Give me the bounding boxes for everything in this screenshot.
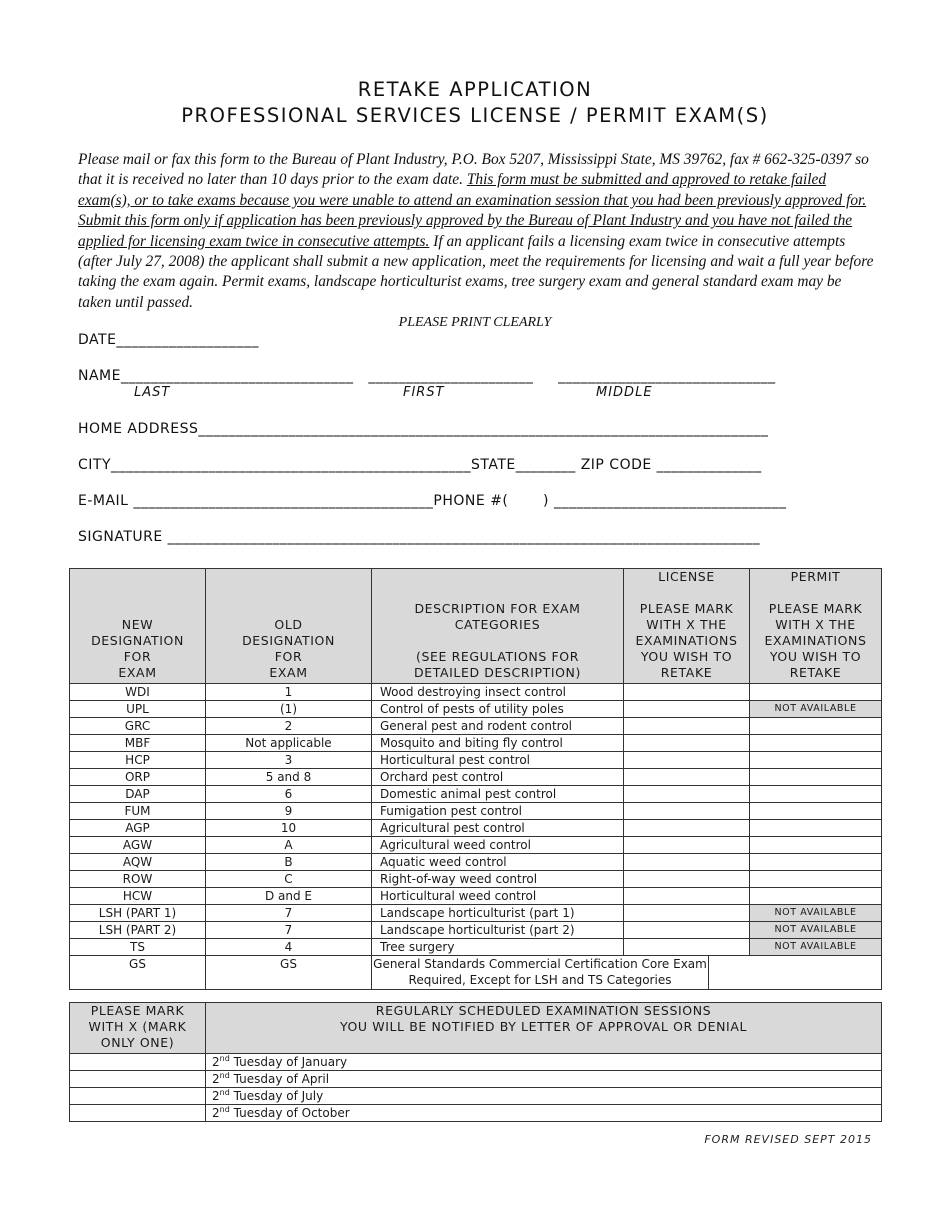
permit-not-available: NOT AVAILABLE [750,701,882,718]
license-mark-box[interactable] [624,939,750,956]
session-row [70,1105,882,1122]
permit-not-available: NOT AVAILABLE [750,905,882,922]
new-designation: FUM [70,803,206,820]
session-row [70,1088,882,1105]
permit-mark-box[interactable] [750,718,882,735]
gs-mark-box[interactable] [709,956,881,989]
license-mark-box[interactable] [624,735,750,752]
instructions-text-2: If an applicant fails a licensing exam twice in consecutive attempts (after July 27, 2008) the applicant shall submit a new application, meet the requirements for licensing and wait a full year before taking the exam again. Permit exams, landscape horticulturist exams, tree surgery exam and general standard exam may be taken until passed. [78,232,874,311]
table-row [70,701,882,718]
new-designation: AQW [70,854,206,871]
license-mark-box[interactable] [624,701,750,718]
permit-mark-box[interactable] [750,871,882,888]
exam-description: Orchard pest control [372,769,624,786]
new-designation: DAP [70,786,206,803]
license-mark-box[interactable] [624,769,750,786]
permit-mark-box[interactable] [750,786,882,803]
gs-new-designation: GS [70,956,206,990]
permit-mark-box[interactable] [750,684,882,701]
license-mark-box[interactable] [624,905,750,922]
exam-categories-table [69,568,882,990]
last-name-label: LAST [134,385,171,400]
session-label [206,1054,882,1071]
permit-mark-box[interactable] [750,752,882,769]
exam-description: Landscape horticulturist (part 2) [372,922,624,939]
session-label [206,1088,882,1105]
form-revision-note: FORM REVISED SEPT 2015 [704,1133,872,1146]
old-designation: B [206,854,372,871]
header-license: LICENSE PLEASE MARK WITH X THE EXAMINATIONS YOU WISH TO RETAKE [624,569,750,684]
license-mark-box[interactable] [624,786,750,803]
header-new-designation: NEW DESIGNATION FOR EXAM [70,569,206,684]
exam-sessions-table [69,1002,882,1122]
new-designation: MBF [70,735,206,752]
session-mark-box[interactable] [70,1088,206,1105]
table-row [70,735,882,752]
new-designation: GRC [70,718,206,735]
exam-description: Landscape horticulturist (part 1) [372,905,624,922]
form-title: RETAKE APPLICATION [357,78,593,101]
session-row [70,1071,882,1088]
exam-description: Wood destroying insect control [372,684,624,701]
permit-mark-box[interactable] [750,735,882,752]
middle-name-label: MIDDLE [596,385,653,400]
new-designation: HCP [70,752,206,769]
permit-mark-box[interactable] [750,769,882,786]
session-ordinal-suffix: nd [219,1054,230,1063]
new-designation: LSH (PART 2) [70,922,206,939]
permit-mark-box[interactable] [750,888,882,905]
table-row [70,820,882,837]
sessions-header: REGULARLY SCHEDULED EXAMINATION SESSIONS YOU WILL BE NOTIFIED BY LETTER OF APPROVAL OR DENIAL [206,1003,882,1054]
new-designation: WDI [70,684,206,701]
old-designation: 2 [206,718,372,735]
header-permit: PERMIT PLEASE MARK WITH X THE EXAMINATIONS YOU WISH TO RETAKE [750,569,882,684]
new-designation: HCW [70,888,206,905]
exam-description: Domestic animal pest control [372,786,624,803]
header-description: DESCRIPTION FOR EXAM CATEGORIES (SEE REGULATIONS FOR DETAILED DESCRIPTION) [372,569,624,684]
license-mark-box[interactable] [624,888,750,905]
license-mark-box[interactable] [624,820,750,837]
instructions-paragraph [78,150,878,313]
permit-mark-box[interactable] [750,803,882,820]
table-row [70,718,882,735]
license-mark-box[interactable] [624,684,750,701]
old-designation: 1 [206,684,372,701]
exam-description: Horticultural pest control [372,752,624,769]
print-clearly-note: PLEASE PRINT CLEARLY [398,315,552,330]
instructions-underlined: This form must be submitted and approved to retake failed exam(s), or to take exams because you were unable to attend an examination session that you had been previously approved for. Submit this form only if application has been previously approved by the Bureau of Plant Industry and you have not failed the applied for licensing exam twice in consecutive attempts. [78,171,867,250]
exam-description: Horticultural weed control [372,888,624,905]
exam-description: Tree surgery [372,939,624,956]
old-designation: 7 [206,905,372,922]
exam-description: Aquatic weed control [372,854,624,871]
name-field[interactable]: NAME_______________________________ ______________________ _____________________________ [78,368,776,384]
session-ordinal: 2 [212,1055,220,1069]
table-row [70,752,882,769]
session-text: Tuesday of July [229,1089,324,1103]
old-designation: (1) [206,701,372,718]
exam-description: Right-of-way weed control [372,871,624,888]
old-designation: D and E [206,888,372,905]
home-address-field[interactable]: HOME ADDRESS____________________________________________________________________________ [78,421,769,437]
session-ordinal-suffix: nd [219,1105,230,1114]
session-ordinal-suffix: nd [219,1088,230,1097]
gs-description-cell [372,956,882,990]
city-state-zip-field[interactable]: CITY________________________________________________STATE________ ZIP CODE ______________ [78,457,762,473]
old-designation: 5 and 8 [206,769,372,786]
license-mark-box[interactable] [624,922,750,939]
session-ordinal: 2 [212,1072,220,1086]
gs-description: General Standards Commercial Certification Core Exam Required, Except for LSH and TS Categories [372,956,709,989]
exam-description: Agricultural weed control [372,837,624,854]
old-designation: A [206,837,372,854]
table-row [70,837,882,854]
permit-mark-box[interactable] [750,854,882,871]
new-designation: AGW [70,837,206,854]
license-mark-box[interactable] [624,871,750,888]
email-phone-field[interactable]: E-MAIL ________________________________________PHONE #( ) _______________________________ [78,493,787,509]
exam-description: Agricultural pest control [372,820,624,837]
table-row [70,905,882,922]
exam-description: General pest and rodent control [372,718,624,735]
old-designation: 4 [206,939,372,956]
session-ordinal-suffix: nd [219,1071,230,1080]
exam-description: Control of pests of utility poles [372,701,624,718]
old-designation: C [206,871,372,888]
table-row [70,888,882,905]
session-label [206,1071,882,1088]
old-designation: 7 [206,922,372,939]
new-designation: LSH (PART 1) [70,905,206,922]
exam-description: Fumigation pest control [372,803,624,820]
session-mark-box[interactable] [70,1054,206,1071]
instructions-text-1: Please mail or fax this form to the Bureau of Plant Industry, P.O. Box 5207, Mississippi State, MS 39762, fax # 662-325-0397 so that it is received no later than 10 days prior to the exam date. [78,151,869,189]
table-row [70,684,882,701]
table-row [70,786,882,803]
old-designation: 6 [206,786,372,803]
session-text: Tuesday of October [229,1106,350,1120]
table-row [70,939,882,956]
new-designation: TS [70,939,206,956]
session-mark-box[interactable] [70,1105,206,1122]
session-mark-box[interactable] [70,1071,206,1088]
signature-field[interactable]: SIGNATURE _______________________________________________________________________________ [78,529,761,545]
permit-not-available: NOT AVAILABLE [750,922,882,939]
first-name-label: FIRST [403,385,445,400]
license-mark-box[interactable] [624,718,750,735]
session-ordinal: 2 [212,1106,220,1120]
new-designation: AGP [70,820,206,837]
session-label [206,1105,882,1122]
form-subtitle: PROFESSIONAL SERVICES LICENSE / PERMIT EXAM(S) [181,104,769,127]
gs-old-designation: GS [206,956,372,990]
license-mark-box[interactable] [624,854,750,871]
new-designation: ORP [70,769,206,786]
old-designation: 9 [206,803,372,820]
license-mark-box[interactable] [624,837,750,854]
table-row [70,803,882,820]
old-designation: 10 [206,820,372,837]
permit-mark-box[interactable] [750,820,882,837]
table-row [70,854,882,871]
exam-description: Mosquito and biting fly control [372,735,624,752]
session-text: Tuesday of April [229,1072,330,1086]
permit-mark-box[interactable] [750,837,882,854]
sessions-mark-header: PLEASE MARK WITH X (MARK ONLY ONE) [70,1003,206,1054]
header-old-designation: OLD DESIGNATION FOR EXAM [206,569,372,684]
date-field[interactable]: DATE___________________ [78,332,259,348]
permit-not-available: NOT AVAILABLE [750,939,882,956]
old-designation: 3 [206,752,372,769]
new-designation: UPL [70,701,206,718]
table-row [70,871,882,888]
session-text: Tuesday of January [229,1055,348,1069]
license-mark-box[interactable] [624,752,750,769]
table-row [70,769,882,786]
session-row [70,1054,882,1071]
license-mark-box[interactable] [624,803,750,820]
table-row [70,922,882,939]
old-designation: Not applicable [206,735,372,752]
session-ordinal: 2 [212,1089,220,1103]
new-designation: ROW [70,871,206,888]
